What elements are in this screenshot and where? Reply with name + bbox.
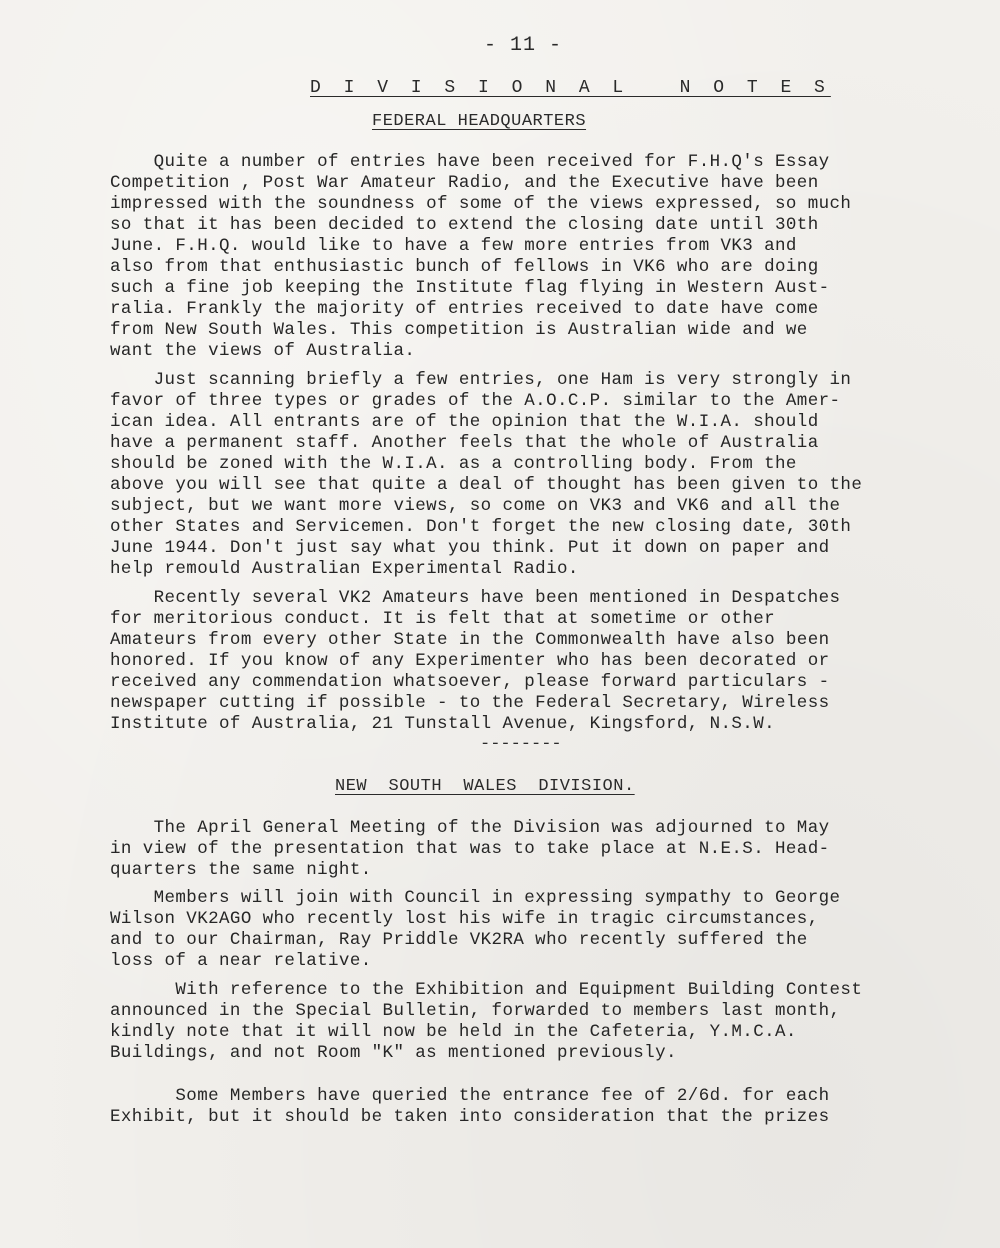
text-line: and to our Chairman, Ray Priddle VK2RA who recently suffered the — [110, 930, 808, 950]
text-line: such a fine job keeping the Institute flag flying in Western Aust- — [110, 278, 830, 298]
text-line: June 1944. Don't just say what you think. Put it down on paper and — [110, 538, 830, 558]
text-line: Some Members have queried the entrance fee of 2/6d. for each — [110, 1086, 830, 1106]
text-line: for meritorious conduct. It is felt that at sometime or other — [110, 609, 776, 629]
text-line: kindly note that it will now be held in the Cafeteria, Y.M.C.A. — [110, 1022, 797, 1042]
text-line: want the views of Australia. — [110, 341, 416, 361]
text-line: Just scanning briefly a few entries, one Ham is very strongly in — [110, 370, 852, 390]
text-line: loss of a near relative. — [110, 951, 372, 971]
text-line: Competition , Post War Amateur Radio, and the Executive have been — [110, 173, 819, 193]
section-divider: -------- — [480, 735, 562, 754]
text-line: also from that enthusiastic bunch of fellows in VK6 who are doing — [110, 257, 819, 277]
text-line: ican idea. All entrants are of the opinion that the W.I.A. should — [110, 412, 819, 432]
text-line: honored. If you know of any Experimenter who has been decorated or — [110, 651, 830, 671]
text-line: have a permanent staff. Another feels that the whole of Australia — [110, 433, 819, 453]
text-line: favor of three types or grades of the A.O.C.P. similar to the Amer- — [110, 391, 841, 411]
text-line: Buildings, and not Room "K" as mentioned previously. — [110, 1043, 677, 1063]
text-line: in view of the presentation that was to take place at N.E.S. Head- — [110, 839, 830, 859]
text-line: Recently several VK2 Amateurs have been mentioned in Despatches — [110, 588, 841, 608]
page-title: D I V I S I O N A L N O T E S — [310, 78, 831, 98]
text-line: With reference to the Exhibition and Equipment Building Contest — [110, 980, 863, 1000]
text-line: so that it has been decided to extend the closing date until 30th — [110, 215, 819, 235]
text-line: above you will see that quite a deal of thought has been given to the — [110, 475, 863, 495]
text-line: Quite a number of entries have been received for F.H.Q's Essay — [110, 152, 830, 172]
text-line: newspaper cutting if possible - to the Federal Secretary, Wireless — [110, 693, 830, 713]
text-line: Exhibit, but it should be taken into consideration that the prizes — [110, 1107, 830, 1127]
text-line: subject, but we want more views, so come on VK3 and VK6 and all the — [110, 496, 841, 516]
text-line: from New South Wales. This competition is Australian wide and we — [110, 320, 808, 340]
text-line: Members will join with Council in expressing sympathy to George — [110, 888, 841, 908]
text-line: should be zoned with the W.I.A. as a controlling body. From the — [110, 454, 797, 474]
text-line: ralia. Frankly the majority of entries received to date have come — [110, 299, 819, 319]
section-heading-federal: FEDERAL HEADQUARTERS — [372, 112, 587, 131]
text-line: June. F.H.Q. would like to have a few more entries from VK3 and — [110, 236, 797, 256]
text-line: Amateurs from every other State in the Commonwealth have also been — [110, 630, 830, 650]
text-line: quarters the same night. — [110, 860, 372, 880]
page-number: - 11 - — [484, 34, 563, 57]
text-line: The April General Meeting of the Division was adjourned to May — [110, 818, 830, 838]
text-line: impressed with the soundness of some of the views expressed, so much — [110, 194, 852, 214]
text-line: announced in the Special Bulletin, forwarded to members last month, — [110, 1001, 841, 1021]
text-line: other States and Servicemen. Don't forget the new closing date, 30th — [110, 517, 852, 537]
text-line: received any commendation whatsoever, please forward particulars - — [110, 672, 830, 692]
text-line: Institute of Australia, 21 Tunstall Avenue, Kingsford, N.S.W. — [110, 714, 776, 734]
text-line: help remould Australian Experimental Radio. — [110, 559, 579, 579]
section-heading-nsw: NEW SOUTH WALES DIVISION. — [335, 777, 635, 796]
text-line: Wilson VK2AGO who recently lost his wife in tragic circumstances, — [110, 909, 819, 929]
